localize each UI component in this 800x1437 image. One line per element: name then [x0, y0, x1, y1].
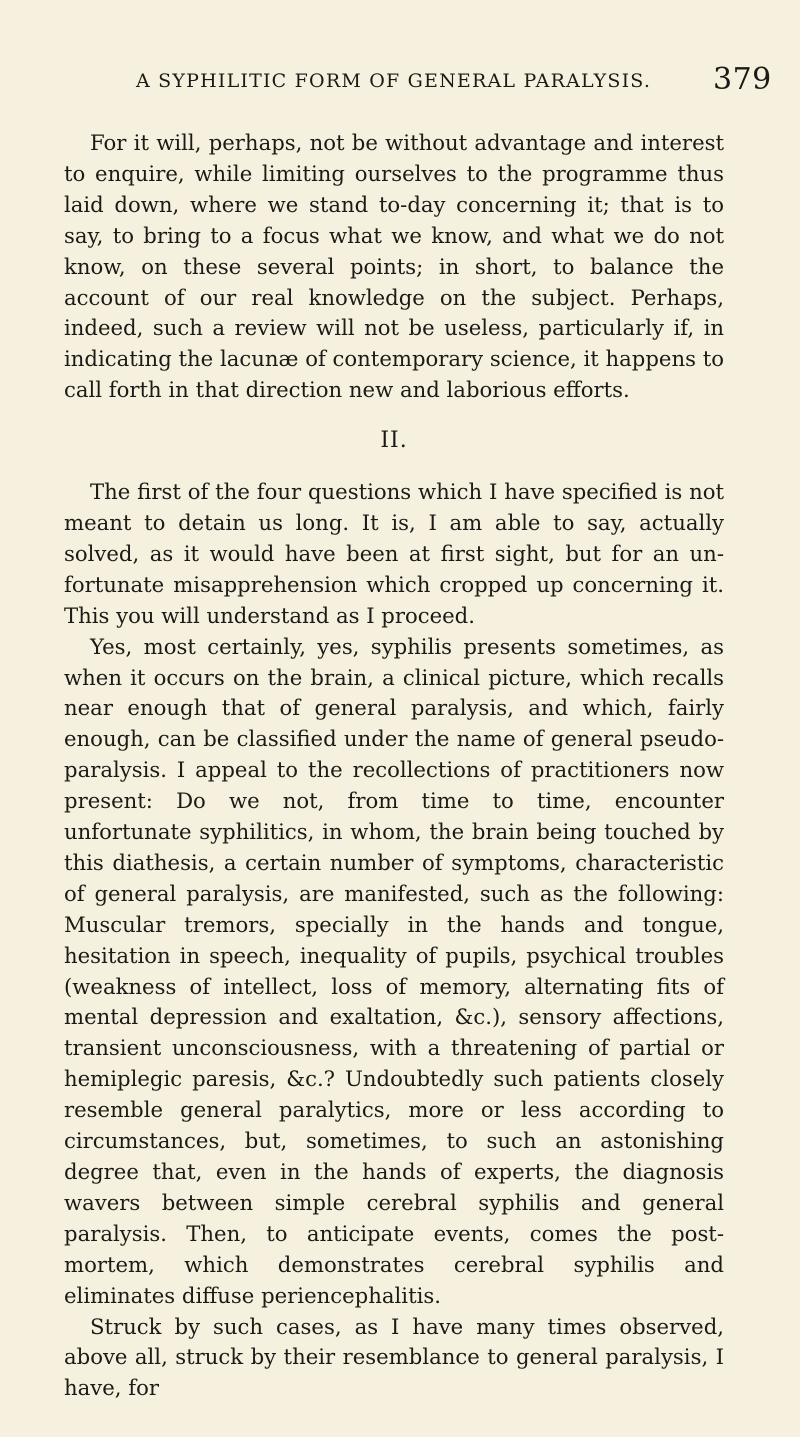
paragraph-first-question: The first of the four questions which I have specified is not meant to detain us long. It is, I am able to say, actually solved, as it would have been at first sight, but for an unfortunate misapprehension which cropped up concerning it. This you will understand as I proceed. [64, 479, 724, 628]
paragraph-syphilis-picture: Yes, most certainly, yes, syphilis presents sometimes, as when it occurs on the brain, a clinical picture, which recalls near enough that of general paralysis, and which, fairly enough, can be classified under the name of general pseudo-paralysis. I appeal to the recollections of practitioners now present: Do we not, from time to time, encounter unfortunate syphilitics, in whom, the brain being touched by this diathesis, a certain number of symptoms, characteristic of general paralysis, are manifested, such as the following: Muscular tremors, specially in the hands and tongue, hesitation in speech, inequality of pupils, psychical troubles (weakness of intellect, loss of memory, alternating fits of mental depression and exaltation, &c.), sensory affections, transient unconsciousness, with a threatening of partial or hemiplegic paresis, &c.? Undoubtedly such patients closely resemble general paralytics, more or less according to circumstances, but, sometimes, to such an astonishing degree that, even in the hands of experts, the diagnosis wavers between simple cerebral syphilis and general paralysis. Then, to anticipate events, comes the post-mortem, which demonstrates cerebral syphilis and eliminates diffuse periencephalitis. [64, 633, 724, 1308]
page-number: 379 [713, 62, 772, 97]
paragraph-intro: For it will, perhaps, not be without advantage and interest to enquire, while limiting ourselves to the programme thus laid down, where we stand to-day concerning it; that is to say, to bring to a focus what we know, and what we do not know, on these several points; in short, to balance the account of our real knowledge on the subject. Perhaps, indeed, such a review will not be useless, particularly if, in indicating the lacunæ of contemporary science, it happens to call forth in that direction new and laborious efforts. [64, 130, 724, 403]
body-text [64, 128, 724, 1404]
section-heading: II. [380, 428, 408, 454]
paragraph-struck-by-cases: Struck by such cases, as I have many times observed, above all, struck by their resemblance to general paralysis, I have, for [64, 1313, 724, 1401]
running-head-title: A SYPHILITIC FORM OF GENERAL PARALYSIS. [136, 70, 652, 92]
